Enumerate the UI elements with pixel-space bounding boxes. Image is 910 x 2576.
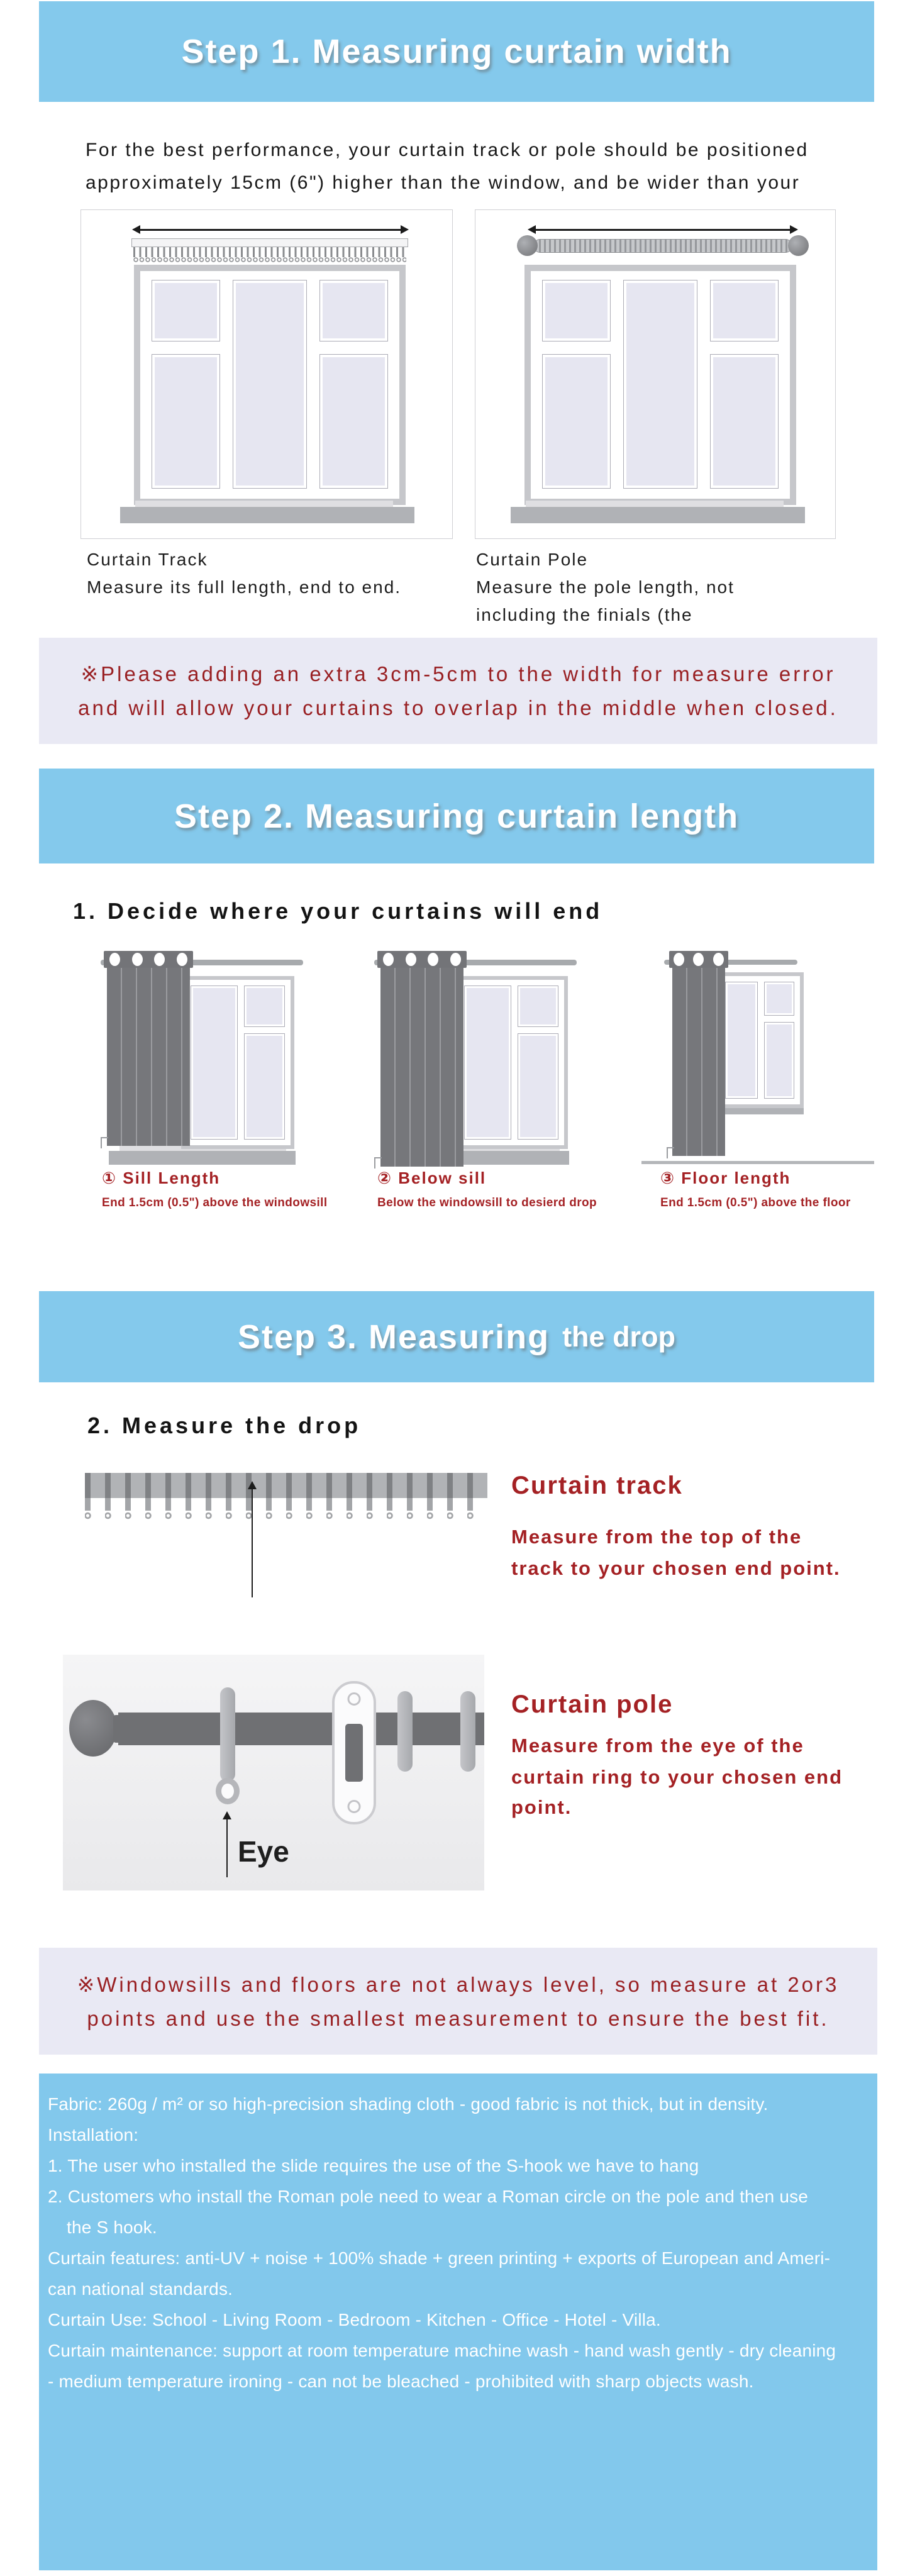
grommet-icon [177, 953, 187, 966]
note-line-2: and will allow your curtains to overlap in the middle when closed. [78, 696, 838, 719]
pole-caption-2: including the finials (the [476, 605, 693, 625]
windowsill-graphic [120, 507, 414, 523]
footer-line: 2. Customers who install the Roman pole need to wear a Roman circle on the pole and then use [48, 2187, 809, 2206]
track-drop-title: Curtain track [511, 1472, 683, 1499]
footer-line: Fabric: 260g / m² or so high-precision shading cloth - good fabric is not thick, but in density. [48, 2094, 769, 2114]
grommet-strip [377, 951, 467, 968]
step2-banner [39, 769, 874, 863]
curtain-pole-window-illustration [475, 209, 836, 539]
intro-line-1: For the best performance, your curtain track or pole should be positioned [86, 140, 809, 160]
width-arrow-icon [135, 229, 406, 231]
footer-line: 1. The user who installed the slide requires the use of the S-hook we have to hang [48, 2156, 699, 2175]
floor-length-illustration [654, 951, 862, 1168]
window-graphic [524, 265, 796, 505]
level-note-box [39, 1948, 877, 2055]
grommet-icon [450, 953, 461, 966]
measure-mark-icon [667, 1147, 674, 1158]
grommet-icon [383, 953, 394, 966]
note-line-1: ※Please adding an extra 3cm-5cm to the width for measure error [80, 662, 836, 686]
step3-title-sub: the drop [562, 1320, 676, 1353]
step1-banner [39, 1, 874, 102]
pole-label: Curtain Pole [476, 550, 589, 569]
curtain-track-graphic [131, 238, 408, 263]
grommet-icon [428, 953, 438, 966]
track-label: Curtain Track [87, 550, 208, 569]
step1-title: Step 1. Measuring curtain width [181, 33, 732, 70]
curtain-track-drop-graphic [85, 1473, 487, 1522]
window-graphic [181, 976, 294, 1149]
measure-arrow-icon [252, 1484, 253, 1597]
footer-line: the S hook. [67, 2218, 157, 2237]
window-graphic [455, 976, 568, 1149]
curtain-track-window-illustration [80, 209, 453, 539]
width-arrow-icon [531, 229, 795, 231]
footer-line: can national standards. [48, 2279, 233, 2299]
width-note-box [39, 638, 877, 744]
curtain-graphic [672, 951, 725, 1156]
windowsill-ledge [135, 501, 393, 507]
windowsill-graphic [511, 507, 805, 523]
pole-finial-neck [113, 1715, 125, 1743]
step2-heading: 1. Decide where your curtains will end [73, 898, 603, 924]
curtain-graphic [107, 951, 190, 1146]
pole-shaft [118, 1713, 484, 1745]
footer-line: - medium temperature ironing - can not be bleached - prohibited with sharp objects wash. [48, 2372, 754, 2391]
footer-line: Curtain maintenance: support at room temperature machine wash - hand wash gently - dry cleaning [48, 2341, 836, 2360]
step3-heading: 2. Measure the drop [87, 1413, 362, 1438]
grommet-strip [104, 951, 193, 968]
eye-arrow-icon [226, 1814, 228, 1877]
option2-label: ② Below sill [377, 1169, 487, 1187]
window-graphic [716, 972, 804, 1108]
grommet-icon [713, 953, 724, 966]
step2-title: Step 2. Measuring curtain length [174, 797, 740, 835]
windowsill-ledge [526, 501, 784, 507]
pole-drop-caption-3: point. [511, 1796, 572, 1818]
bracket-slot [345, 1724, 363, 1782]
step3-banner [39, 1291, 874, 1382]
grommet-icon [132, 953, 143, 966]
mount-bracket-icon [332, 1681, 376, 1824]
screw-icon [348, 1692, 361, 1706]
footer-line: Installation: [48, 2125, 139, 2145]
option1-caption: End 1.5cm (0.5") above the windowsill [102, 1196, 328, 1209]
pole-finial-icon [517, 235, 538, 256]
step3-title-main: Step 3. Measuring [237, 1318, 550, 1356]
pole-finial-icon [69, 1700, 117, 1757]
measure-mark-icon [101, 1137, 108, 1148]
curtain-pole-graphic [533, 238, 792, 254]
eye-label: Eye [238, 1835, 289, 1868]
curtain-ring-icon [460, 1691, 475, 1772]
grommet-icon [693, 953, 704, 966]
eye-ring-icon [216, 1778, 240, 1804]
option3-label: ③ Floor length [660, 1169, 791, 1187]
sill-length-illustration [101, 951, 308, 1168]
footer-line: Curtain features: anti-UV + noise + 100% shade + green printing + exports of European and Ameri- [48, 2248, 831, 2268]
option1-label: ① Sill Length [102, 1169, 221, 1187]
grommet-icon [109, 953, 120, 966]
pole-finial-icon [788, 235, 809, 256]
track-caption: Measure its full length, end to end. [87, 577, 402, 597]
product-details-footer [39, 2074, 877, 2570]
curtain-graphic [380, 951, 463, 1167]
option2-caption: Below the windowsill to desierd drop [377, 1196, 597, 1209]
windowsill-graphic [109, 1151, 296, 1165]
note-line-2: points and use the smallest measurement to ensure the best fit. [87, 2006, 830, 2030]
pole-drop-caption-1: Measure from the eye of the [511, 1735, 804, 1757]
curtain-pole-drop-graphic [63, 1655, 484, 1890]
track-drop-caption-1: Measure from the top of the [511, 1526, 802, 1548]
screw-icon [348, 1800, 361, 1813]
track-drop-caption-2: track to your chosen end point. [511, 1557, 841, 1579]
grommet-icon [674, 953, 684, 966]
grommet-icon [154, 953, 165, 966]
note-line-1: ※Windowsills and floors are not always level, so measure at 2or3 [77, 1972, 840, 1996]
window-graphic [134, 265, 406, 505]
footer-line: Curtain Use: School - Living Room - Bedroom - Kitchen - Office - Hotel - Villa. [48, 2310, 661, 2329]
pole-drop-caption-2: curtain ring to your chosen end [511, 1766, 843, 1788]
below-sill-illustration [374, 951, 582, 1168]
floor-line [641, 1161, 874, 1164]
pole-drop-title: Curtain pole [511, 1690, 674, 1718]
intro-line-2: approximately 15cm (6") higher than the window, and be wider than your [86, 172, 801, 193]
curtain-ring-icon [397, 1691, 413, 1772]
grommet-icon [406, 953, 416, 966]
pole-caption-1: Measure the pole length, not [476, 577, 735, 597]
option3-caption: End 1.5cm (0.5") above the floor [660, 1196, 851, 1209]
grommet-strip [669, 951, 728, 968]
curtain-ring-icon [220, 1687, 235, 1782]
measure-mark-icon [374, 1157, 382, 1169]
